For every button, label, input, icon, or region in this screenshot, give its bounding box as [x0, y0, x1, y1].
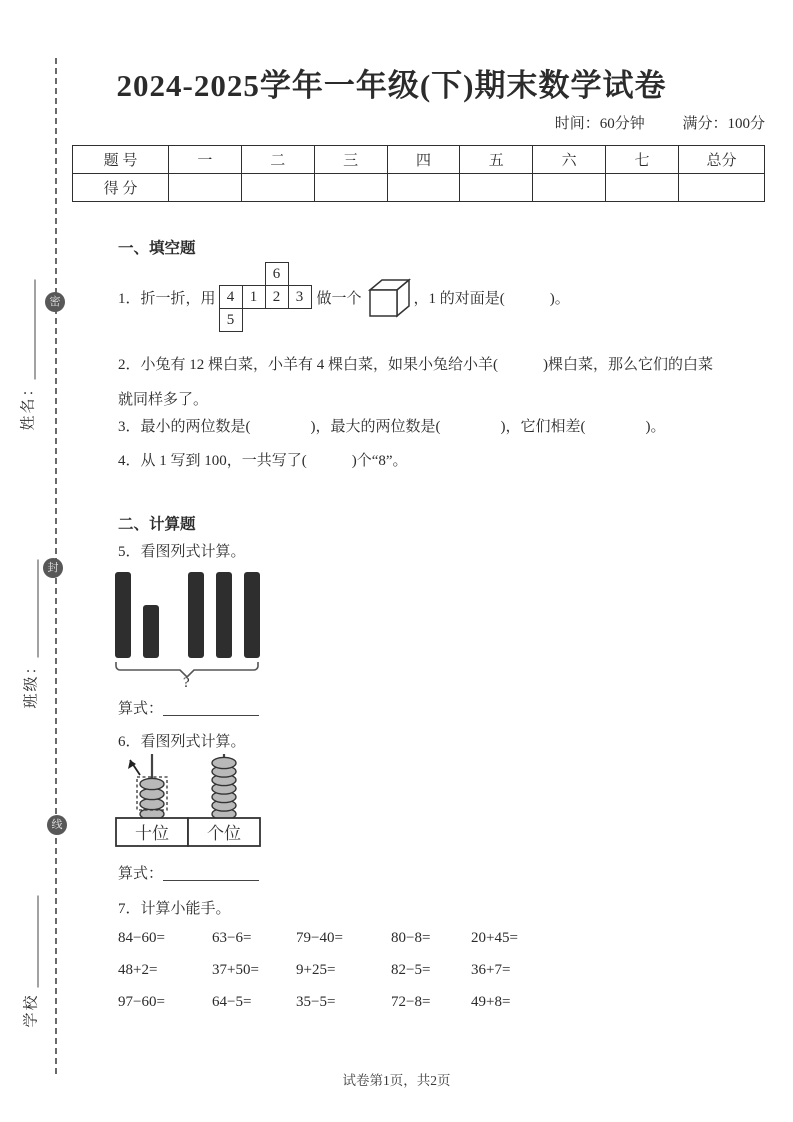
question-3: 3．最小的两位数是( )，最大的两位数是( )，它们相差( )。: [118, 419, 666, 435]
calc-item: 63−6=: [212, 930, 252, 946]
time-limit: 时间：60分钟: [554, 116, 645, 132]
net-cell-5: 5: [219, 308, 243, 332]
q1-text-mid: 做一个: [316, 291, 362, 307]
ones-place-label: 个位: [207, 824, 241, 843]
q6-equation-label: 算式：: [118, 866, 164, 882]
score-table-cell: 题 号: [73, 146, 169, 174]
score-cell-empty: [169, 174, 242, 202]
question-7-label: 7．计算小能手。: [118, 901, 231, 917]
score-table-cell: 二: [241, 146, 314, 174]
net-cell-6: 6: [265, 262, 289, 286]
name-label: 姓名：: [20, 379, 37, 431]
question-6-label: 6．看图列式计算。: [118, 734, 246, 750]
calc-item: 80−8=: [391, 930, 431, 946]
school-blank-line: [26, 896, 39, 988]
question-2-line2: 就同样多了。: [118, 392, 209, 408]
cube-net-figure: [219, 262, 314, 333]
calc-item: 82−5=: [391, 962, 431, 978]
school-field: [20, 878, 41, 1028]
score-cell-empty: [679, 174, 765, 202]
name-blank-line: [23, 279, 36, 379]
score-cell-empty: [387, 174, 460, 202]
score-cell-empty: [460, 174, 533, 202]
q1-text-pre: 1．折一折，用: [118, 291, 216, 307]
score-table-score-row: [73, 174, 765, 202]
score-table: [72, 145, 765, 202]
calc-item: 64−5=: [212, 994, 252, 1010]
q5-equation-field: [118, 697, 259, 718]
q5-equation-label: 算式：: [118, 701, 164, 717]
section1-title: 一、填空题: [118, 240, 196, 257]
score-table-header-row: [73, 146, 765, 174]
class-field: [20, 549, 41, 709]
q6-answer-blank: [163, 868, 259, 881]
seal-stamp-xian: 线: [47, 815, 67, 835]
calc-row-2: [118, 962, 678, 979]
calc-item: 79−40=: [296, 930, 343, 946]
calc-item: 9+25=: [296, 962, 336, 978]
score-cell-empty: [533, 174, 606, 202]
calc-item: 84−60=: [118, 930, 165, 946]
section2-title: 二、计算题: [118, 516, 196, 533]
score-cell-empty: [241, 174, 314, 202]
cube-icon: [365, 277, 411, 319]
class-label: 班级：: [23, 657, 40, 709]
school-label: 学校: [23, 993, 40, 1028]
score-row-label: 得 分: [73, 174, 169, 202]
net-cell-2: 2: [265, 285, 289, 309]
question-5-label: 5．看图列式计算。: [118, 544, 246, 560]
net-cell-3: 3: [288, 285, 312, 309]
seal-stamp-feng: 封: [43, 558, 63, 578]
page-title: 2024-2025学年一年级(下)期末数学试卷: [116, 68, 667, 103]
class-blank-line: [26, 559, 39, 657]
question-2-line1: 2．小兔有 12 棵白菜，小羊有 4 棵白菜，如果小兔给小羊( )棵白菜，那么它们的白菜: [118, 357, 713, 373]
net-cell-4: 4: [219, 285, 243, 309]
calc-item: 48+2=: [118, 962, 158, 978]
score-table-cell: 三: [314, 146, 387, 174]
score-table-cell: 一: [169, 146, 242, 174]
calc-row-3: [118, 994, 678, 1011]
score-table-cell: 总分: [679, 146, 765, 174]
calc-row-1: [118, 930, 678, 947]
score-cell-empty: [606, 174, 679, 202]
question-mark-label: ?: [183, 675, 190, 688]
calc-item: 72−8=: [391, 994, 431, 1010]
page-number-footer: 试卷第1页，共2页: [342, 1073, 451, 1088]
question-1: [118, 262, 570, 333]
q1-text-post: ，1 的对面是( )。: [413, 291, 570, 307]
seal-stamp-mi: 密: [45, 292, 65, 312]
q5-answer-blank: [163, 703, 259, 716]
score-table-cell: 七: [606, 146, 679, 174]
score-table-cell: 五: [460, 146, 533, 174]
score-cell-empty: [314, 174, 387, 202]
q6-equation-field: [118, 862, 259, 883]
calc-item: 36+7=: [471, 962, 511, 978]
name-field: [17, 271, 38, 431]
stick-bundles-figure: [112, 566, 270, 688]
net-cell-1: 1: [242, 285, 266, 309]
full-score: 满分：100分: [682, 116, 765, 132]
score-table-cell: 六: [533, 146, 606, 174]
calc-item: 20+45=: [471, 930, 518, 946]
calc-item: 37+50=: [212, 962, 259, 978]
question-4: 4．从 1 写到 100，一共写了( )个“8”。: [118, 453, 408, 469]
exam-meta: [555, 112, 765, 133]
calc-item: 97−60=: [118, 994, 165, 1010]
score-table-cell: 四: [387, 146, 460, 174]
abacus-figure: [112, 750, 272, 850]
tens-place-label: 十位: [135, 824, 169, 843]
calc-item: 49+8=: [471, 994, 511, 1010]
calc-item: 35−5=: [296, 994, 336, 1010]
